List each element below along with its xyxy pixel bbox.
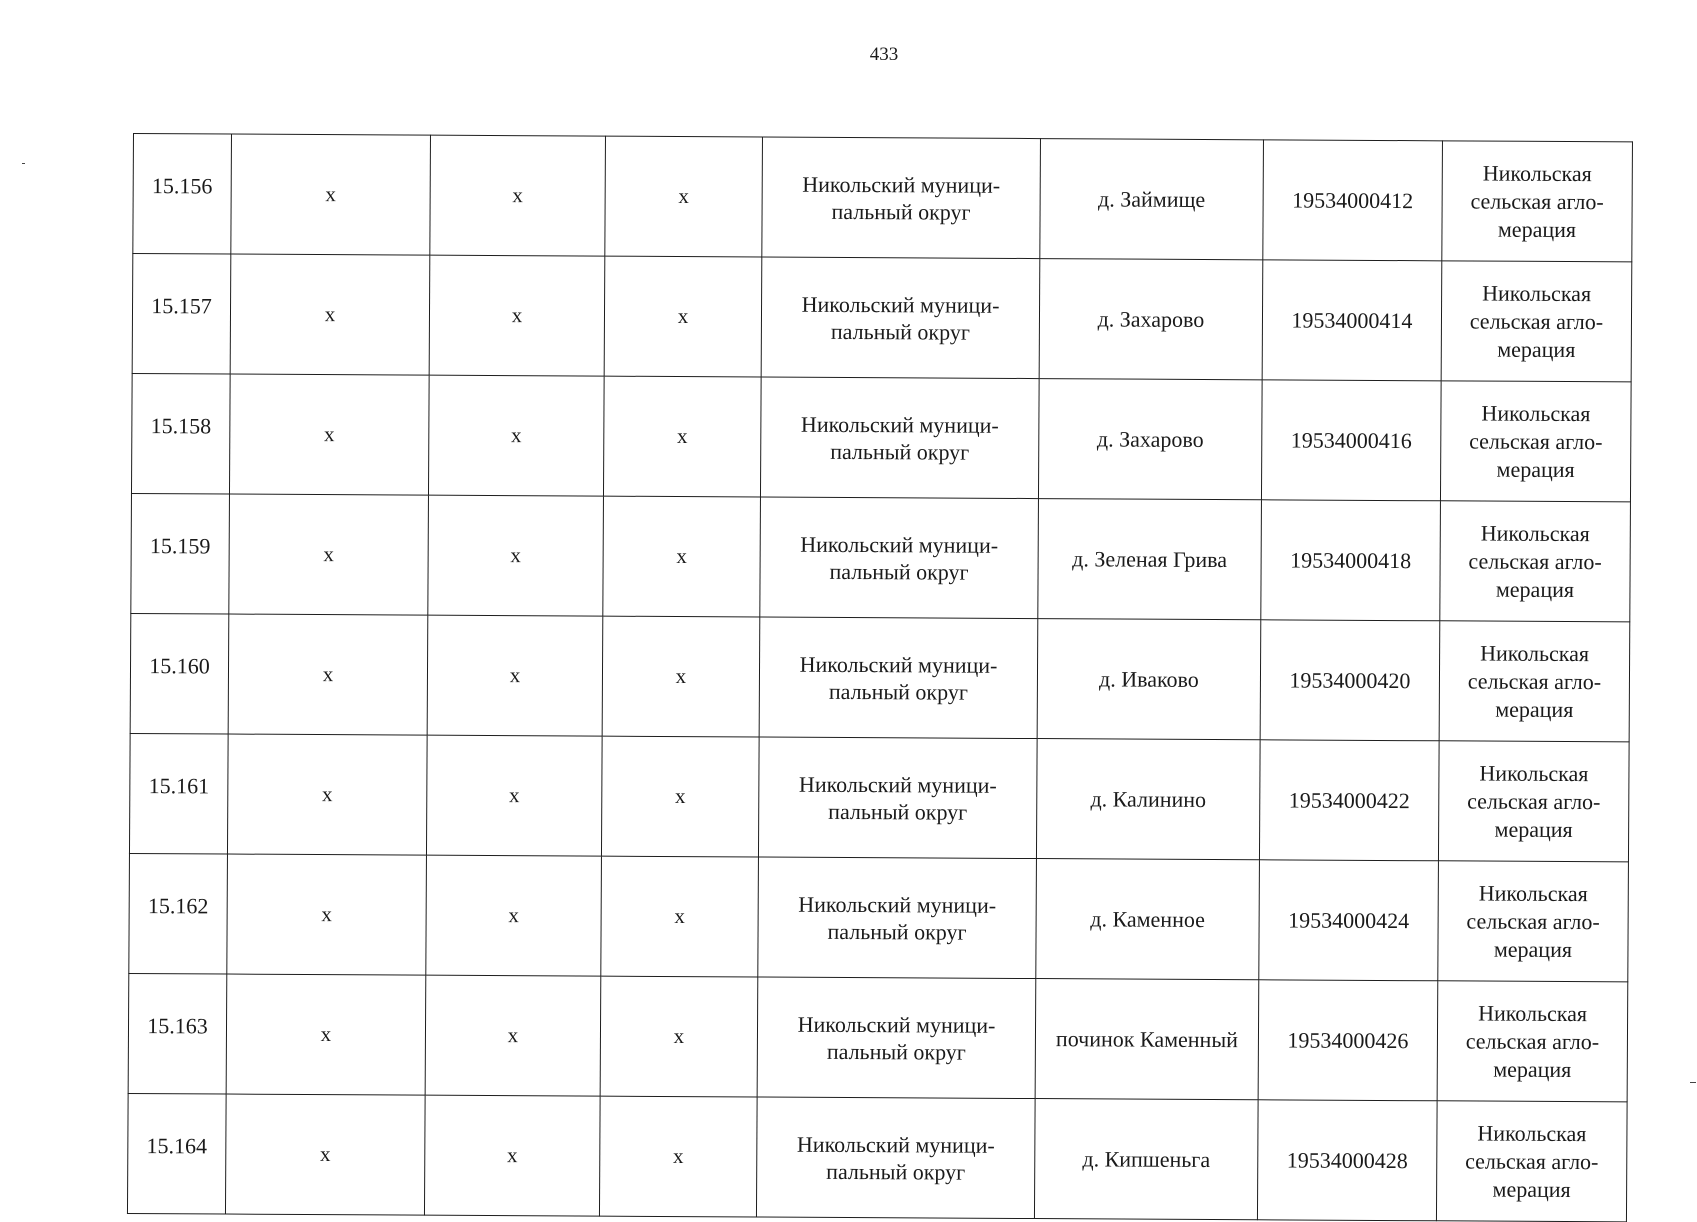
column-2-value: [226, 974, 426, 1095]
municipal-district: [762, 137, 1041, 259]
settlement-code: [1260, 620, 1440, 741]
cell-text-district-l2: пальный округ: [831, 198, 971, 225]
column-4-value: [601, 856, 759, 977]
cell-text-district-l1: Никольский муници-: [797, 1011, 996, 1038]
column-2-value: [225, 1094, 425, 1215]
cell-text-num: 15.158: [150, 413, 212, 439]
cell-text-c3: х: [506, 1143, 518, 1168]
cell-text-num: 15.157: [151, 293, 212, 319]
cell-text-aggl-l2: сельская агло-: [1468, 547, 1602, 574]
cell-text-code: 19534000412: [1292, 187, 1414, 214]
cell-text-c4: х: [676, 544, 687, 569]
cell-text-aggl-l3: мерация: [1493, 936, 1573, 962]
cell-text-settlement: д. Калинино: [1090, 786, 1207, 813]
cell-text-num: 15.161: [148, 773, 210, 799]
column-2-value: [228, 614, 428, 735]
cell-text-code: 19534000414: [1291, 307, 1413, 334]
settlement-name: [1040, 139, 1264, 260]
cell-text-aggl-l1: Никольская: [1480, 640, 1590, 666]
municipal-district: [758, 737, 1037, 859]
table-container: [127, 133, 1632, 1222]
column-4-value: [603, 496, 761, 617]
column-2-value: [229, 374, 429, 495]
table-row: [133, 134, 1633, 262]
row-number: [127, 1093, 226, 1214]
cell-text-num: 15.156: [151, 173, 213, 199]
column-2-value: [229, 494, 429, 615]
cell-text-aggl-l3: мерация: [1494, 816, 1573, 842]
cell-text-c3: х: [510, 543, 521, 568]
cell-text-num: 15.163: [147, 1013, 208, 1039]
cell-text-c3: х: [507, 1023, 519, 1048]
column-4-value: [599, 1096, 757, 1217]
cell-text-district-l1: Никольский муници-: [798, 771, 997, 798]
cell-text-c4: х: [674, 784, 686, 809]
column-4-value: [605, 136, 763, 257]
column-2-value: [227, 854, 427, 975]
cell-text-aggl-l2: сельская агло-: [1465, 1027, 1600, 1054]
cell-text-district-l1: Никольский муници-: [800, 411, 999, 438]
cell-text-district-l2: пальный округ: [828, 678, 968, 705]
cell-text-num: 15.159: [149, 533, 211, 559]
cell-text-c3: х: [508, 783, 520, 808]
cell-text-c3: х: [512, 183, 523, 208]
cell-text-aggl-l3: мерация: [1492, 1176, 1571, 1202]
settlement-code: [1258, 980, 1438, 1101]
cell-text-c2: х: [322, 662, 334, 687]
cell-text-aggl-l1: Никольская: [1478, 880, 1588, 906]
row-number: [131, 493, 230, 614]
cell-text-aggl-l2: сельская агло-: [1467, 787, 1601, 814]
cell-text-aggl-l1: Никольская: [1482, 160, 1592, 186]
cell-text-aggl-l1: Никольская: [1482, 280, 1592, 306]
cell-text-num: 15.160: [149, 653, 210, 679]
settlement-name: [1039, 259, 1263, 380]
municipal-district: [760, 497, 1039, 619]
cell-text-aggl-l2: сельская агло-: [1470, 187, 1604, 214]
cell-text-settlement: д. Иваково: [1099, 666, 1199, 692]
cell-text-num: 15.162: [147, 893, 209, 919]
cell-text-code: 19534000422: [1288, 787, 1410, 814]
municipal-district: [758, 857, 1037, 979]
table-row: [129, 853, 1629, 981]
cell-text-c4: х: [678, 184, 689, 209]
cell-text-settlement: д. Захарово: [1097, 306, 1205, 332]
settlements-table: [127, 133, 1633, 1222]
cell-text-district-l2: пальный округ: [827, 918, 967, 945]
cell-text-aggl-l1: Никольская: [1478, 1000, 1588, 1026]
column-4-value: [601, 736, 759, 857]
row-number: [133, 134, 232, 255]
cell-text-settlement: д. Займище: [1097, 186, 1206, 212]
cell-text-aggl-l2: сельская агло-: [1469, 427, 1603, 454]
column-3-value: [428, 495, 604, 616]
column-2-value: [230, 254, 430, 375]
cell-text-aggl-l3: мерация: [1495, 576, 1575, 602]
cell-text-aggl-l1: Никольская: [1481, 400, 1591, 426]
municipal-district: [761, 257, 1040, 379]
cell-text-aggl-l2: сельская агло-: [1467, 667, 1602, 694]
cell-text-aggl-l2: сельская агло-: [1469, 307, 1604, 334]
column-3-value: [429, 255, 605, 376]
row-number: [132, 254, 231, 375]
cell-text-c2: х: [321, 902, 332, 927]
cell-text-settlement: д. Захарово: [1096, 426, 1204, 452]
column-3-value: [430, 135, 606, 256]
settlement-code: [1259, 740, 1439, 861]
scan-speck: [1690, 1082, 1696, 1083]
cell-text-aggl-l3: мерация: [1493, 1056, 1572, 1082]
cell-text-c4: х: [672, 1144, 684, 1169]
settlement-name: [1038, 499, 1262, 620]
cell-text-aggl-l1: Никольская: [1477, 1120, 1587, 1146]
cell-text-c4: х: [677, 304, 689, 329]
agglomeration: [1436, 1101, 1627, 1222]
cell-text-district-l1: Никольский муници-: [796, 1131, 995, 1158]
cell-text-district-l2: пальный округ: [830, 438, 970, 465]
settlement-code: [1261, 500, 1441, 621]
cell-text-c3: х: [509, 663, 521, 688]
cell-text-c3: х: [508, 903, 519, 928]
cell-text-c4: х: [675, 664, 687, 689]
municipal-district: [760, 377, 1039, 499]
cell-text-aggl-l3: мерация: [1497, 216, 1577, 242]
cell-text-c2: х: [323, 542, 334, 567]
municipal-district: [756, 1097, 1035, 1219]
cell-text-settlement: починок Каменный: [1055, 1026, 1238, 1053]
cell-text-aggl-l3: мерация: [1495, 696, 1574, 722]
cell-text-district-l2: пальный округ: [828, 798, 968, 825]
municipal-district: [759, 617, 1038, 739]
row-number: [129, 853, 228, 974]
cell-text-code: 19534000420: [1289, 667, 1411, 694]
cell-text-aggl-l1: Никольская: [1479, 760, 1589, 786]
settlement-name: [1037, 619, 1261, 740]
table-row: [131, 373, 1631, 501]
table-row: [130, 613, 1630, 741]
table-row: [131, 493, 1631, 621]
scan-speck: [22, 163, 25, 164]
cell-text-c3: х: [511, 423, 522, 448]
table-row: [132, 254, 1632, 382]
table-row: [129, 733, 1629, 861]
cell-text-c2: х: [321, 782, 333, 807]
column-4-value: [602, 616, 760, 737]
table-body: [127, 134, 1632, 1222]
cell-text-district-l1: Никольский муници-: [799, 651, 998, 678]
settlement-name: [1036, 739, 1260, 860]
settlement-code: [1261, 380, 1441, 501]
cell-text-district-l1: Никольский муници-: [800, 531, 999, 558]
cell-text-aggl-l3: мерация: [1496, 456, 1575, 482]
cell-text-code: 19534000418: [1290, 547, 1412, 574]
agglomeration: [1442, 141, 1633, 262]
cell-text-code: 19534000424: [1288, 907, 1410, 934]
cell-text-district-l2: пальный округ: [830, 318, 970, 345]
agglomeration: [1440, 381, 1631, 502]
column-2-value: [231, 134, 431, 255]
cell-text-c2: х: [324, 302, 336, 327]
agglomeration: [1441, 261, 1632, 382]
column-3-value: [426, 855, 602, 976]
column-3-value: [427, 615, 603, 736]
row-number: [130, 613, 229, 734]
cell-text-district-l2: пальный округ: [826, 1038, 966, 1065]
cell-text-settlement: д. Каменное: [1090, 906, 1205, 932]
column-3-value: [428, 375, 604, 496]
cell-text-c3: х: [511, 303, 523, 328]
column-4-value: [603, 376, 761, 497]
column-3-value: [425, 975, 601, 1096]
cell-text-c2: х: [325, 182, 336, 207]
cell-text-settlement: д. Кипшеньга: [1082, 1146, 1211, 1173]
cell-text-aggl-l2: сельская агло-: [1466, 907, 1600, 934]
row-number: [131, 373, 230, 494]
cell-text-district-l2: пальный округ: [829, 558, 969, 585]
table-row: [128, 973, 1628, 1101]
cell-text-district-l2: пальный округ: [826, 1158, 966, 1185]
cell-text-district-l1: Никольский муници-: [802, 171, 1001, 198]
agglomeration: [1438, 861, 1629, 982]
agglomeration: [1440, 501, 1631, 622]
cell-text-aggl-l1: Никольская: [1480, 520, 1590, 546]
settlement-name: [1038, 379, 1262, 500]
cell-text-code: 19534000428: [1286, 1147, 1408, 1174]
page-number: 433: [869, 44, 899, 65]
cell-text-num: 15.164: [146, 1133, 208, 1159]
settlement-code: [1259, 860, 1439, 981]
column-2-value: [227, 734, 427, 855]
cell-text-district-l1: Никольский муници-: [798, 891, 997, 918]
settlement-code: [1257, 1100, 1437, 1221]
agglomeration: [1438, 741, 1629, 862]
column-4-value: [604, 256, 762, 377]
cell-text-code: 19534000426: [1287, 1027, 1409, 1054]
cell-text-c2: х: [319, 1142, 331, 1167]
column-4-value: [600, 976, 758, 1097]
row-number: [128, 973, 227, 1094]
agglomeration: [1439, 621, 1630, 742]
column-3-value: [426, 735, 602, 856]
settlement-code: [1262, 260, 1442, 381]
row-number: [129, 733, 228, 854]
table-row: [127, 1093, 1627, 1221]
municipal-district: [757, 977, 1036, 1099]
cell-text-code: 19534000416: [1290, 427, 1412, 454]
cell-text-aggl-l2: сельская агло-: [1465, 1147, 1599, 1174]
cell-text-c2: х: [324, 422, 335, 447]
cell-text-district-l1: Никольский муници-: [801, 291, 1000, 318]
cell-text-c4: х: [673, 1024, 685, 1049]
settlement-code: [1263, 140, 1443, 261]
cell-text-c2: х: [320, 1022, 332, 1047]
cell-text-aggl-l3: мерация: [1497, 336, 1576, 362]
cell-text-c4: х: [676, 424, 688, 449]
cell-text-settlement: д. Зеленая Грива: [1072, 546, 1228, 573]
cell-text-c4: х: [674, 904, 685, 929]
agglomeration: [1437, 981, 1628, 1102]
column-3-value: [424, 1095, 600, 1216]
settlement-name: [1035, 979, 1259, 1100]
settlement-name: [1034, 1099, 1258, 1220]
settlement-name: [1036, 859, 1260, 980]
